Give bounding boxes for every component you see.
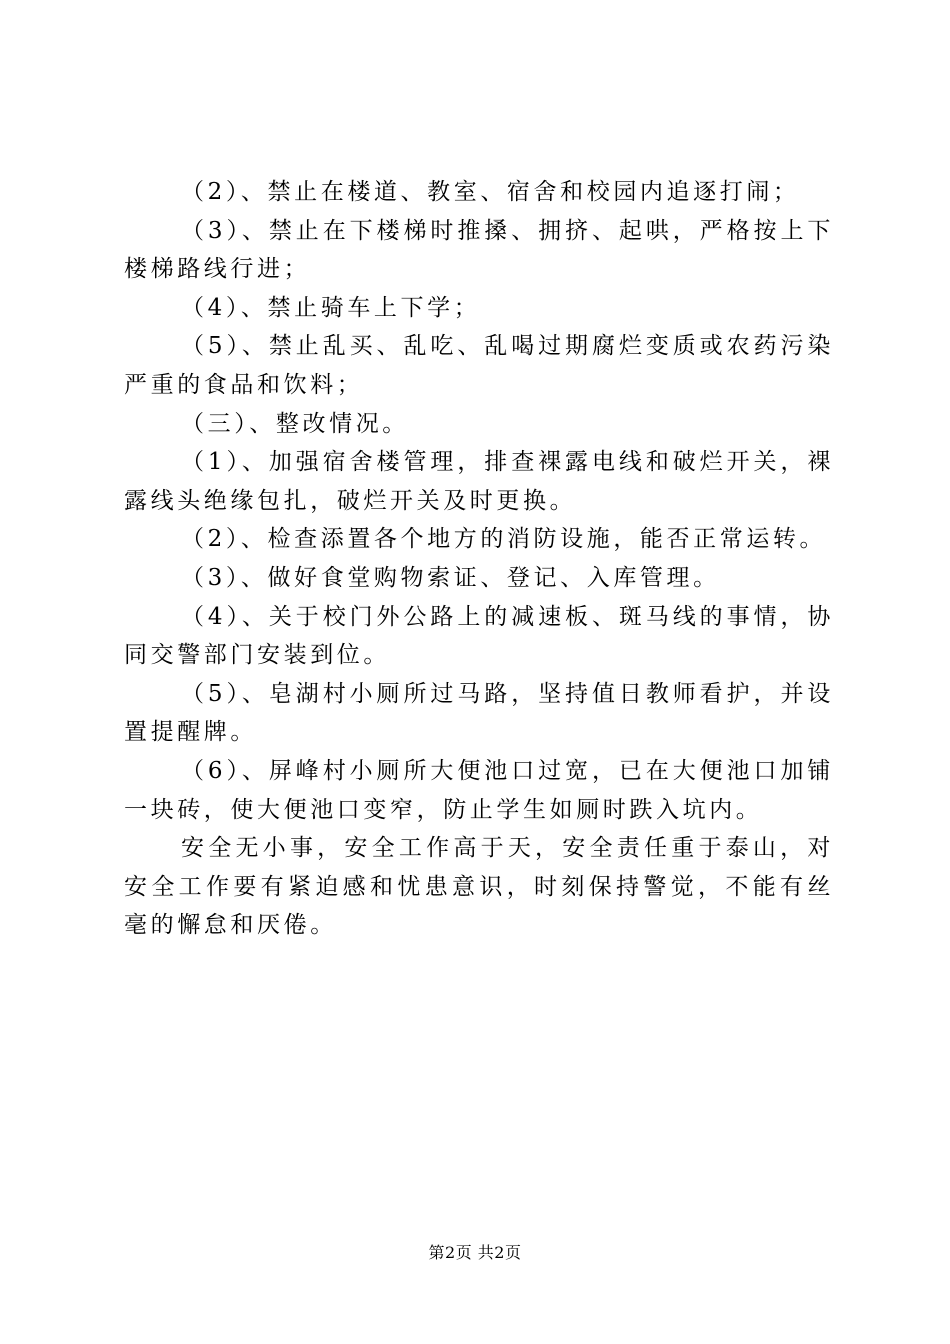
page-number-footer: 第2页 共2页 [428, 1243, 522, 1262]
paragraph-fix-5: （5）、皂湖村小厕所过马路，坚持值日教师看护，并设置提醒牌。 [124, 680, 834, 746]
document-body [124, 173, 834, 945]
paragraph-rule-5: （5）、禁止乱买、乱吃、乱喝过期腐烂变质或农药污染严重的食品和饮料； [124, 333, 834, 398]
paragraph-conclusion: 安全无小事，安全工作高于天，安全责任重于泰山，对安全工作要有紧迫感和忧患意识，时刻保持警觉，不能有丝毫的懈怠和厌倦。 [124, 835, 834, 939]
paragraph-rule-3: （3）、禁止在下楼梯时推搡、拥挤、起哄，严格按上下楼梯路线行进； [124, 217, 834, 283]
paragraph-rule-4: （4）、禁止骑车上下学； [181, 294, 481, 321]
paragraph-fix-3: （3）、做好食堂购物索证、登记、入库管理。 [181, 564, 720, 591]
paragraph-fix-6: （6）、屏峰村小厕所大便池口过宽，已在大便池口加铺一块砖，使大便池口变窄，防止学生如厕时跌入坑内。 [124, 757, 834, 823]
section-heading-rectification: （三）、整改情况。 [181, 410, 409, 437]
paragraph-fix-1: （1）、加强宿舍楼管理，排查裸露电线和破烂开关，裸露线头绝缘包扎，破烂开关及时更换。 [124, 449, 834, 514]
paragraph-fix-2: （2）、检查添置各个地方的消防设施，能否正常运转。 [181, 526, 827, 553]
paragraph-rule-2: （2）、禁止在楼道、教室、宿舍和校园内追逐打闹； [181, 179, 800, 205]
paragraph-fix-4: （4）、关于校门外公路上的减速板、斑马线的事情，协同交警部门安装到位。 [124, 603, 834, 669]
